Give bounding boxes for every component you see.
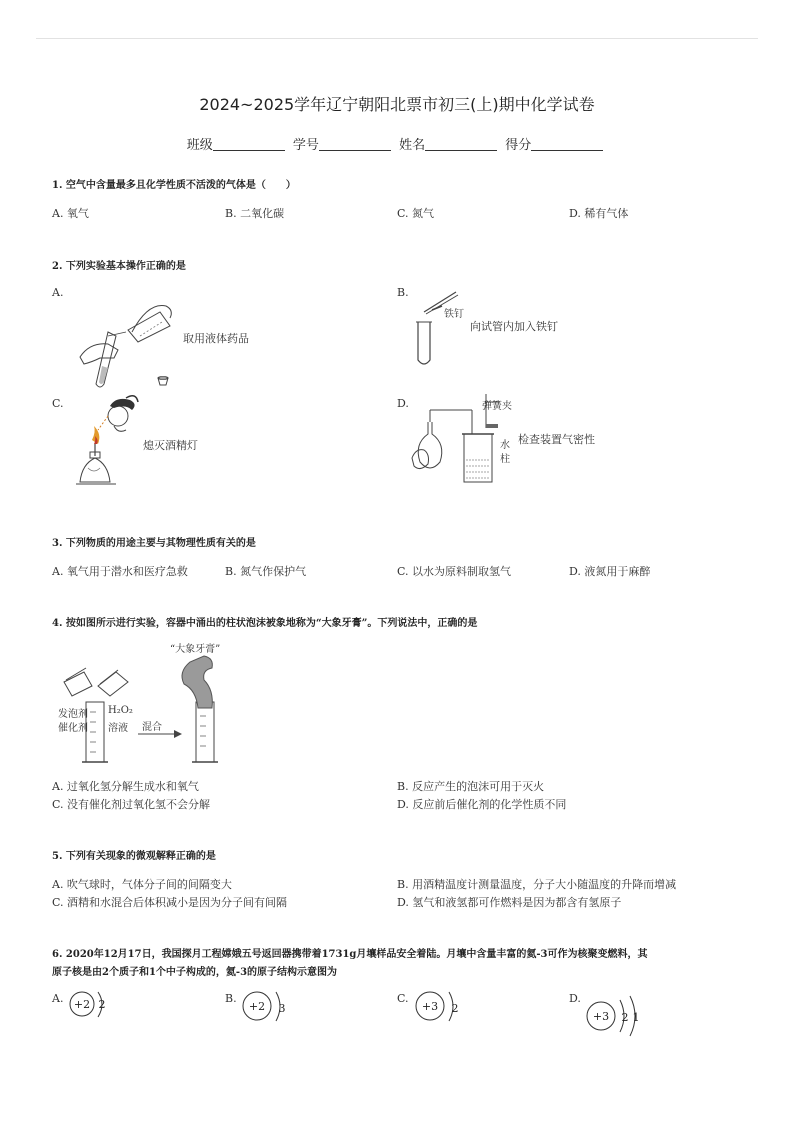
- question-2-stem: 2. 下列实验基本操作正确的是: [52, 261, 186, 272]
- q1-option-b[interactable]: B. 二氧化碳: [225, 207, 285, 220]
- question-6-stem-line-1: 6. 2020年12月17日，我国探月工程嫦娥五号返回器携带着1731g月壤样品安全着陆。月壤中含量丰富的氦-3可作为核聚变燃料，其: [52, 949, 648, 960]
- question-3-stem: 3. 下列物质的用途主要与其物理性质有关的是: [52, 538, 256, 549]
- q1-option-d[interactable]: D. 稀有气体: [569, 207, 629, 220]
- q2-c-caption: 熄灭酒精灯: [143, 439, 198, 452]
- q6-atom-c-shell-1: 2: [451, 1002, 459, 1015]
- q6-atom-b: [242, 990, 292, 1024]
- q6-atom-b-shell-1: 3: [278, 1002, 286, 1015]
- q3-option-b[interactable]: B. 氮气作保护气: [225, 565, 307, 578]
- question-1-stem: 1. 空气中含量最多且化学性质不活泼的气体是（ ）: [52, 180, 296, 191]
- q6-atom-d-shell-2: 1: [632, 1011, 640, 1024]
- q6-atom-d-shell-1: 2: [621, 1011, 629, 1024]
- q2-a-caption: 取用液体药品: [183, 332, 249, 345]
- q6-option-a[interactable]: A.: [52, 992, 64, 1005]
- question-4-stem: 4. 按如图所示进行实验，容器中涌出的柱状泡沫被象地称为“大象牙膏”。下列说法中，正确的是: [52, 618, 478, 629]
- bottle-stopper-icon: [156, 374, 170, 388]
- q2-d-caption: 检查装置气密性: [518, 433, 595, 446]
- q6-atom-d: [586, 996, 646, 1036]
- q2-option-c[interactable]: C.: [52, 397, 64, 410]
- q2-b-caption: 向试管内加入铁钉: [470, 320, 558, 333]
- q3-option-d[interactable]: D. 液氮用于麻醉: [569, 565, 651, 578]
- q4-foam-label: “大象牙膏”: [170, 644, 221, 655]
- q6-atom-b-nucleus: +2: [248, 1000, 266, 1013]
- q4-catalyst-label-2: 催化剂: [58, 723, 88, 734]
- q4-mix-label: 混合: [142, 722, 162, 733]
- q3-option-a[interactable]: A. 氧气用于潜水和医疗急救: [52, 565, 188, 578]
- top-divider: [36, 38, 758, 39]
- q5-option-a[interactable]: A. 吹气球时，气体分子间的间隔变大: [52, 878, 232, 891]
- q2-d-water-label-2: 柱: [500, 454, 510, 465]
- q6-atom-a-nucleus: +2: [73, 998, 91, 1011]
- q1-option-a[interactable]: A. 氧气: [52, 207, 89, 220]
- q2-option-a[interactable]: A.: [52, 286, 64, 299]
- q4-option-a[interactable]: A. 过氧化氢分解生成水和氧气: [52, 780, 199, 793]
- score-label: 得分: [505, 138, 532, 153]
- q5-option-c[interactable]: C. 酒精和水混合后体积减小是因为分子间有间隔: [52, 896, 288, 909]
- q6-atom-c: [415, 990, 465, 1024]
- q2-b-nail-label: 铁钉: [444, 309, 464, 320]
- q4-option-b[interactable]: B. 反应产生的泡沫可用于灭火: [397, 780, 545, 793]
- q2-d-clip-label: 弹簧夹: [482, 401, 512, 412]
- number-blank[interactable]: [319, 138, 391, 151]
- q4-option-c[interactable]: C. 没有催化剂过氧化氢不会分解: [52, 798, 211, 811]
- q6-option-c[interactable]: C.: [397, 992, 409, 1005]
- q4-h2o2-label-1: H₂O₂: [108, 705, 133, 716]
- name-blank[interactable]: [425, 138, 497, 151]
- name-label: 姓名: [399, 138, 426, 153]
- class-label: 班级: [186, 138, 213, 153]
- q4-h2o2-label-2: 溶液: [108, 723, 128, 734]
- q1-option-c[interactable]: C. 氮气: [397, 207, 435, 220]
- q5-option-b[interactable]: B. 用酒精温度计测量温度，分子大小随温度的升降而增减: [397, 878, 677, 891]
- question-6-stem-line-2: 原子核是由2个质子和1个中子构成的，氦-3的原子结构示意图为: [52, 967, 338, 978]
- q4-catalyst-label-1: 发泡剂: [58, 709, 88, 720]
- q6-atom-a: [68, 990, 118, 1020]
- q2-option-b[interactable]: B.: [397, 286, 409, 299]
- q2-option-d[interactable]: D.: [397, 397, 409, 410]
- class-blank[interactable]: [213, 138, 285, 151]
- question-5-stem: 5. 下列有关现象的微观解释正确的是: [52, 851, 216, 862]
- q6-option-d[interactable]: D.: [569, 992, 581, 1005]
- test-tube-nail-figure: [412, 288, 472, 368]
- student-info-line: [0, 134, 794, 153]
- q6-option-b[interactable]: B.: [225, 992, 237, 1005]
- q2-d-water-label-1: 水: [500, 440, 510, 451]
- q6-atom-a-shell-1: 2: [98, 998, 106, 1011]
- number-label: 学号: [292, 138, 319, 153]
- q6-atom-d-nucleus: +3: [592, 1010, 610, 1023]
- q6-atom-c-nucleus: +3: [421, 1000, 439, 1013]
- q3-option-c[interactable]: C. 以水为原料制取氢气: [397, 565, 512, 578]
- q5-option-d[interactable]: D. 氢气和液氢都可作燃料是因为都含有氢原子: [397, 896, 622, 909]
- score-blank[interactable]: [531, 138, 603, 151]
- page-title: 2024~2025学年辽宁朝阳北票市初三(上)期中化学试卷: [199, 95, 595, 114]
- q4-option-d[interactable]: D. 反应前后催化剂的化学性质不同: [397, 798, 567, 811]
